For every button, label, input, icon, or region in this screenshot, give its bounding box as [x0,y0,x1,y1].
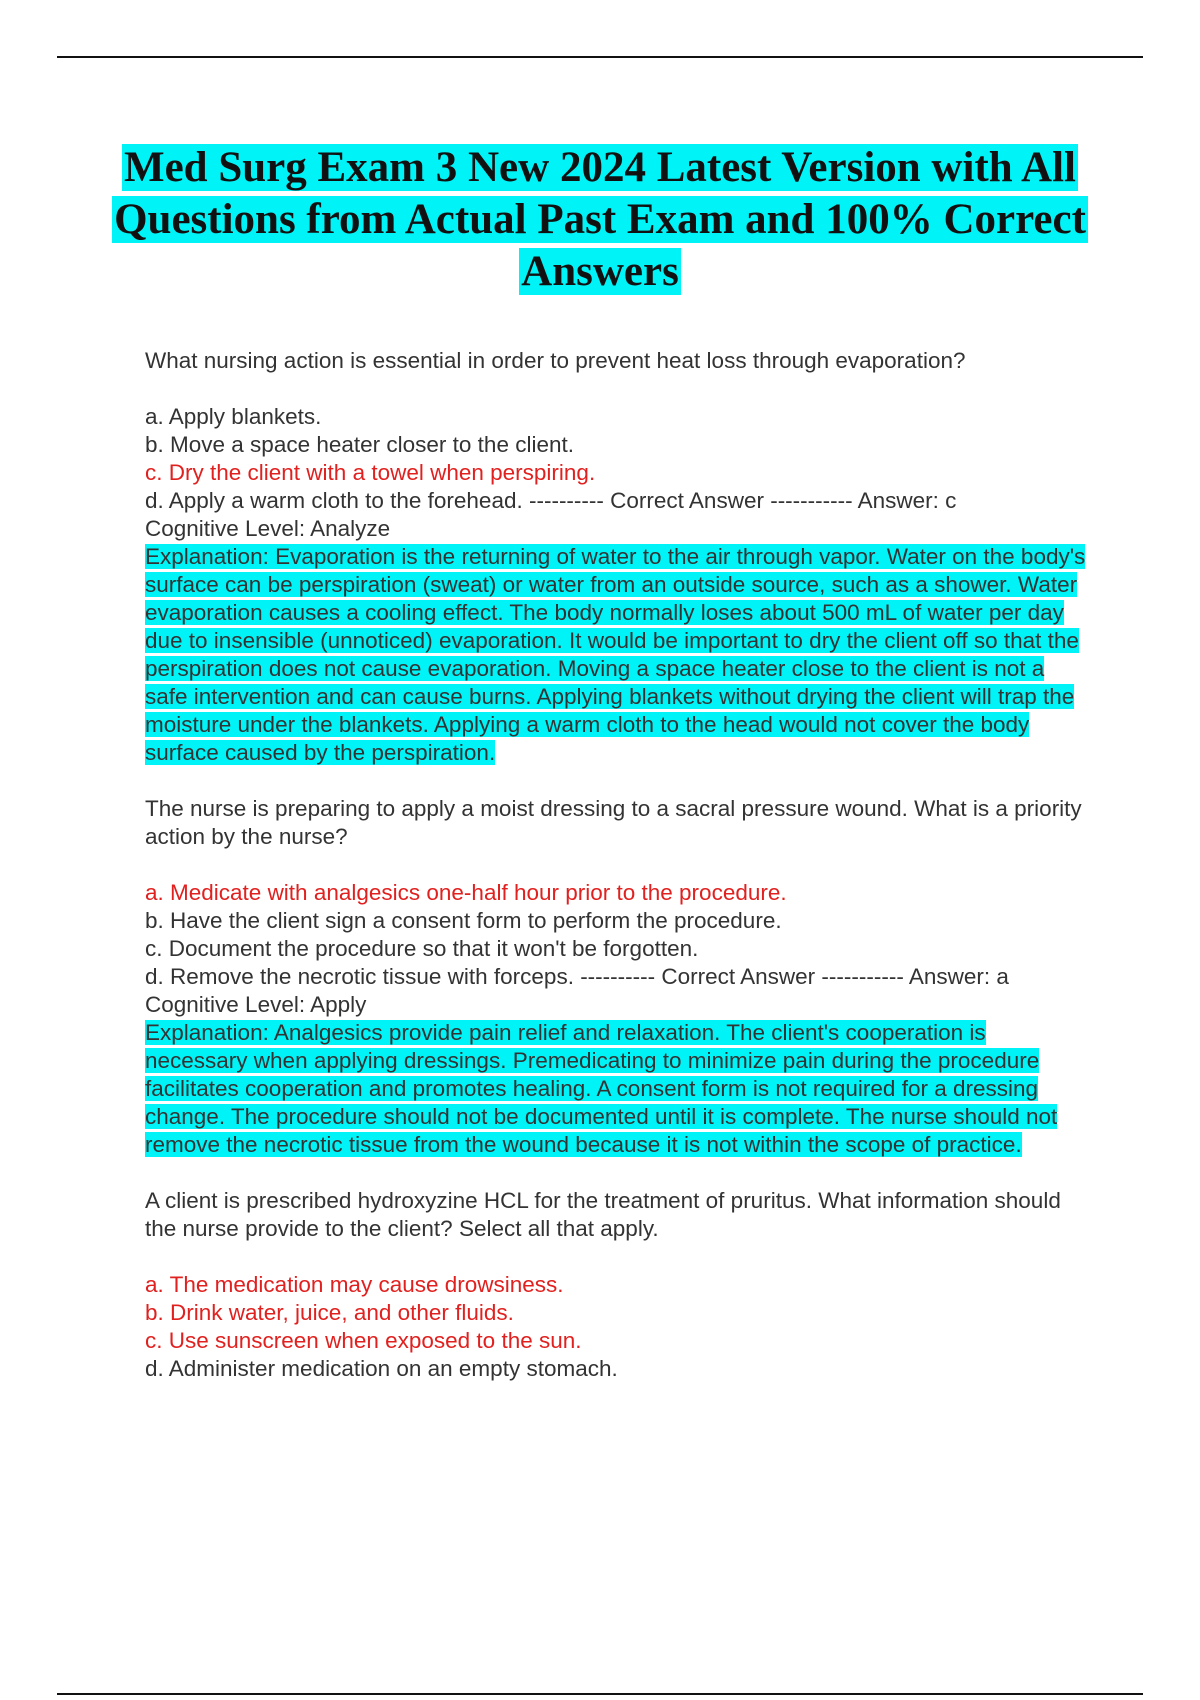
document-title [100,142,1100,298]
question-stem: A client is prescribed hydroxyzine HCL for the treatment of pruritus. What information should the nurse provide to the client? Select all that apply. [145,1188,1061,1241]
explanation-block [145,543,1090,767]
explanation-text: Explanation: Analgesics provide pain relief and relaxation. The client's cooperation is necessary when applying dressings. Premedicating to minimize pain during the procedure facilitates cooperation and promotes healing. A consent form is not required for a dressing change. The procedure should not be documented until it is complete. The nurse should not remove the necrotic tissue from the wound because it is not within the scope of practice. [145,1020,1058,1157]
bottom-rule [57,1693,1143,1695]
correct-answer-option-a: a. Medicate with analgesics one-half hour prior to the procedure. [145,880,787,905]
question-2 [145,795,1090,1159]
question-1 [145,347,1090,767]
question-3 [145,1187,1090,1383]
answer-option-a: a. Apply blankets. [145,404,322,429]
top-rule [57,56,1143,58]
correct-answer-option-c: c. Dry the client with a towel when perspiring. [145,460,596,485]
explanation-text: Explanation: Evaporation is the returning of water to the air through vapor. Water on the body's surface can be perspiration (sweat) or water from an outside source, such as a shower. Water evaporation causes a cooling effect. The body normally loses about 500 mL of water per day due to insensible (unnoticed) evaporation. It would be important to dry the client off so that the perspiration does not cause evaporation. Moving a space heater close to the client is not a safe intervention and can cause burns. Applying blankets without drying the client will trap the moisture under the blankets. Applying a warm cloth to the head would not cover the body surface caused by the perspiration. [145,544,1086,765]
answer-option-d: d. Apply a warm cloth to the forehead. ---------- Correct Answer ----------- Answer: c [145,488,957,513]
answer-option-c: c. Document the procedure so that it won't be forgotten. [145,936,699,961]
correct-answer-option-c: c. Use sunscreen when exposed to the sun. [145,1328,582,1353]
answer-option-b: b. Move a space heater closer to the client. [145,432,574,457]
cognitive-level: Cognitive Level: Apply [145,992,367,1017]
correct-answer-option-a: a. The medication may cause drowsiness. [145,1272,564,1297]
answer-option-b: b. Have the client sign a consent form to perform the procedure. [145,908,782,933]
document-body [145,347,1090,1383]
correct-answer-option-b: b. Drink water, juice, and other fluids. [145,1300,514,1325]
cognitive-level: Cognitive Level: Analyze [145,516,391,541]
answer-option-d: d. Remove the necrotic tissue with forceps. ---------- Correct Answer ----------- Answer: a [145,964,1009,989]
explanation-block [145,1019,1090,1159]
answer-option-d: d. Administer medication on an empty stomach. [145,1356,618,1381]
question-stem: The nurse is preparing to apply a moist dressing to a sacral pressure wound. What is a priority action by the nurse? [145,796,1082,849]
title-highlight: Med Surg Exam 3 New 2024 Latest Version with All Questions from Actual Past Exam and 100% Correct Answers [114,144,1086,295]
question-stem: What nursing action is essential in order to prevent heat loss through evaporation? [145,348,966,373]
